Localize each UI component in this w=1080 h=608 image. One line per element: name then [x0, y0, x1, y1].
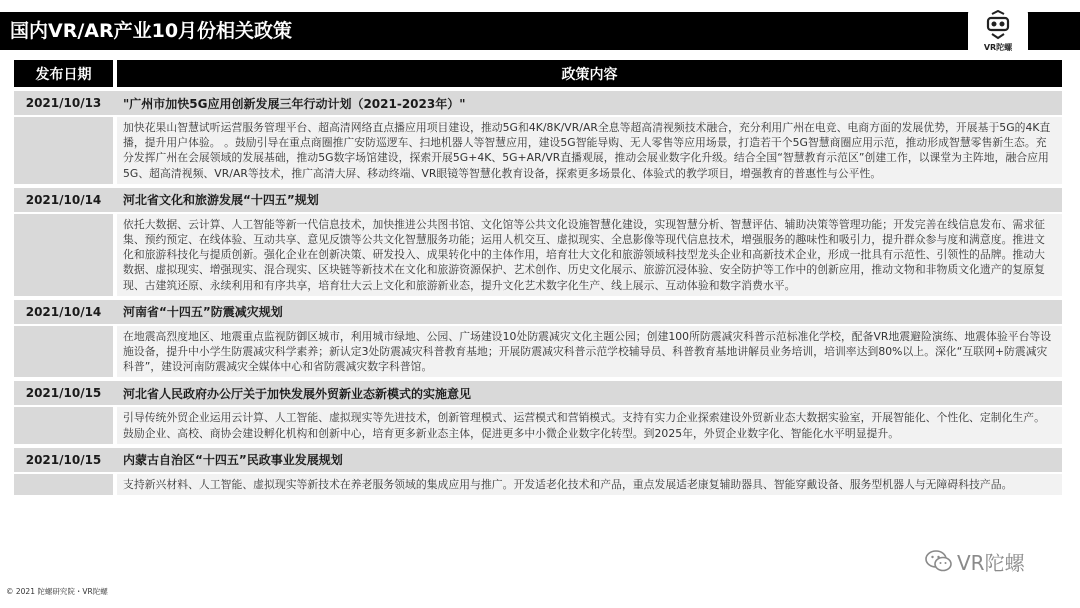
row-text: 加快花果山智慧试听运营服务管理平台、超高清网络直点播应用项目建设，推动5G和4K/8K/VR/AR全息等超高清视频技术融合，充分利用广州在电竞、电商方面的发展优势，开展基于5G的4K直播，提升用户体验。 。鼓励引导在重点商圈推广安防巡逻车、扫地机器人等智慧应用，建设5G智能导购、无人零售等应用场景，打造若干个5G智慧商圈应用示范，推动形成智慧零售新生态。充分发挥广州在会展领域的发展基础，推动5G数字场馆建设，探索开展5G+4K、5G+AR/VR直播观展，推动会展业数字化升级。结合全国“智慧教育示范区”创建工作，以课堂为主阵地，融合应用5G、超高清视频、VR/AR等技术，推广高清大屏、移动终端、VR眼镜等智慧化教育设备，探索更多场景化、体验式的教学项目，增强教育的普惠性与公平性。 — [117, 117, 1062, 184]
title-bar — [0, 12, 1080, 50]
row-head — [14, 381, 1062, 405]
row-date-spacer — [14, 214, 113, 296]
row-head — [14, 448, 1062, 472]
logo-text: VR陀螺 — [983, 43, 1013, 52]
row-date-spacer — [14, 117, 113, 184]
row-head — [14, 188, 1062, 212]
row-text: 在地震高烈度地区、地震重点监视防御区城市，利用城市绿地、公园、广场建设10处防震减灾文化主题公园；创建100所防震减灾科普示范标准化学校，配备VR地震避险演练、地震体验平台等设施设备，提升中小学生防震减灾科学素养；新认定3处防震减灾科普教育基地；开展防震减灾科普示范学校辅导员、科普教育基地讲解员业务培训，培训率达到80%以上。深化“互联网+防震减灾科普”，建设河南防震减灾全媒体中心和省防震减灾数字科普馆。 — [117, 326, 1062, 378]
row-date: 2021/10/15 — [25, 386, 102, 401]
watermark-text: VR陀螺 — [957, 550, 1025, 575]
row-date-spacer — [14, 474, 113, 495]
page-title: 国内VR/AR产业10月份相关政策 — [10, 20, 293, 42]
table-header — [14, 60, 1062, 87]
row-text: 依托大数据、云计算、人工智能等新一代信息技术，加快推进公共图书馆、文化馆等公共文化设施智慧化建设，实现智慧分析、智慧评估、辅助决策等管理功能；开发完善在线信息发布、需求征集、预约预定、在线体验、互动共享、意见反馈等公共文化智慧服务功能；运用人机交互、虚拟现实、全息影像等现代信息技术，增强服务的趣味性和吸引力，提升群众参与度和满意度。推进文化和旅游科技化与提质创新。强化企业在创新决策、研发投入、成果转化中的主体作用，培育壮大文化和旅游领域科技型龙头企业和高新技术企业，形成一批具有示范性、引领性的品牌。推动大数据、虚拟现实、增强现实、混合现实、区块链等新技术在文化和旅游资源保护、艺术创作、历史文化展示、旅游沉浸体验、安全防护等工作中的创新应用，推动文物和非物质文化遗产的复原复现、古建筑还原、永续利用和有序共享，培育壮大云上文化和旅游新业态，提升文化艺术数字化生产、线上展示、互动体验和数字消费水平。 — [117, 214, 1062, 296]
row-text: 支持新兴材料、人工智能、虚拟现实等新技术在养老服务领域的集成应用与推广。开发适老化技术和产品，重点发展适老康复辅助器具、智能穿戴设备、服务型机器人与无障碍科技产品。 — [117, 474, 1062, 495]
row-date-spacer — [14, 407, 113, 443]
row-body — [14, 214, 1062, 296]
row-body — [14, 474, 1062, 495]
row-date: 2021/10/14 — [25, 192, 102, 207]
row-title: 河北省人民政府办公厅关于加快发展外贸新业态新模式的实施意见 — [123, 386, 472, 401]
vr-tuoluo-logo-icon — [982, 10, 1014, 42]
logo — [968, 6, 1028, 58]
wechat-icon — [925, 549, 953, 573]
row-head — [14, 91, 1062, 115]
footer-copyright: © 2021 陀螺研究院・VR陀螺 — [6, 587, 108, 596]
row-title: "广州市加快5G应用创新发展三年行动计划（2021-2023年）" — [123, 96, 466, 111]
row-body — [14, 326, 1062, 378]
row-date: 2021/10/14 — [25, 304, 102, 319]
row-title: 内蒙古自治区“十四五”民政事业发展规划 — [123, 453, 343, 468]
policy-table — [14, 60, 1062, 495]
watermark — [925, 546, 1025, 576]
row-head — [14, 300, 1062, 324]
row-title: 河北省文化和旅游发展“十四五”规划 — [123, 193, 319, 208]
row-date-spacer — [14, 326, 113, 378]
row-date: 2021/10/13 — [25, 96, 102, 110]
row-body — [14, 407, 1062, 443]
header-content: 政策内容 — [117, 60, 1062, 87]
row-body — [14, 117, 1062, 184]
row-title: 河南省“十四五”防震减灾规划 — [123, 305, 283, 320]
header-date: 发布日期 — [14, 60, 113, 87]
row-date: 2021/10/15 — [25, 452, 102, 467]
row-text: 引导传统外贸企业运用云计算、人工智能、虚拟现实等先进技术，创新管理模式、运营模式和营销模式。支持有实力企业探索建设外贸新业态大数据实验室，开展智能化、个性化、定制化生产。鼓励企业、高校、商协会建设孵化机构和创新中心，培育更多新业态主体，促进更多中小微企业数字化转型。到2025年，外贸企业数字化、智能化水平明显提升。 — [117, 407, 1062, 443]
